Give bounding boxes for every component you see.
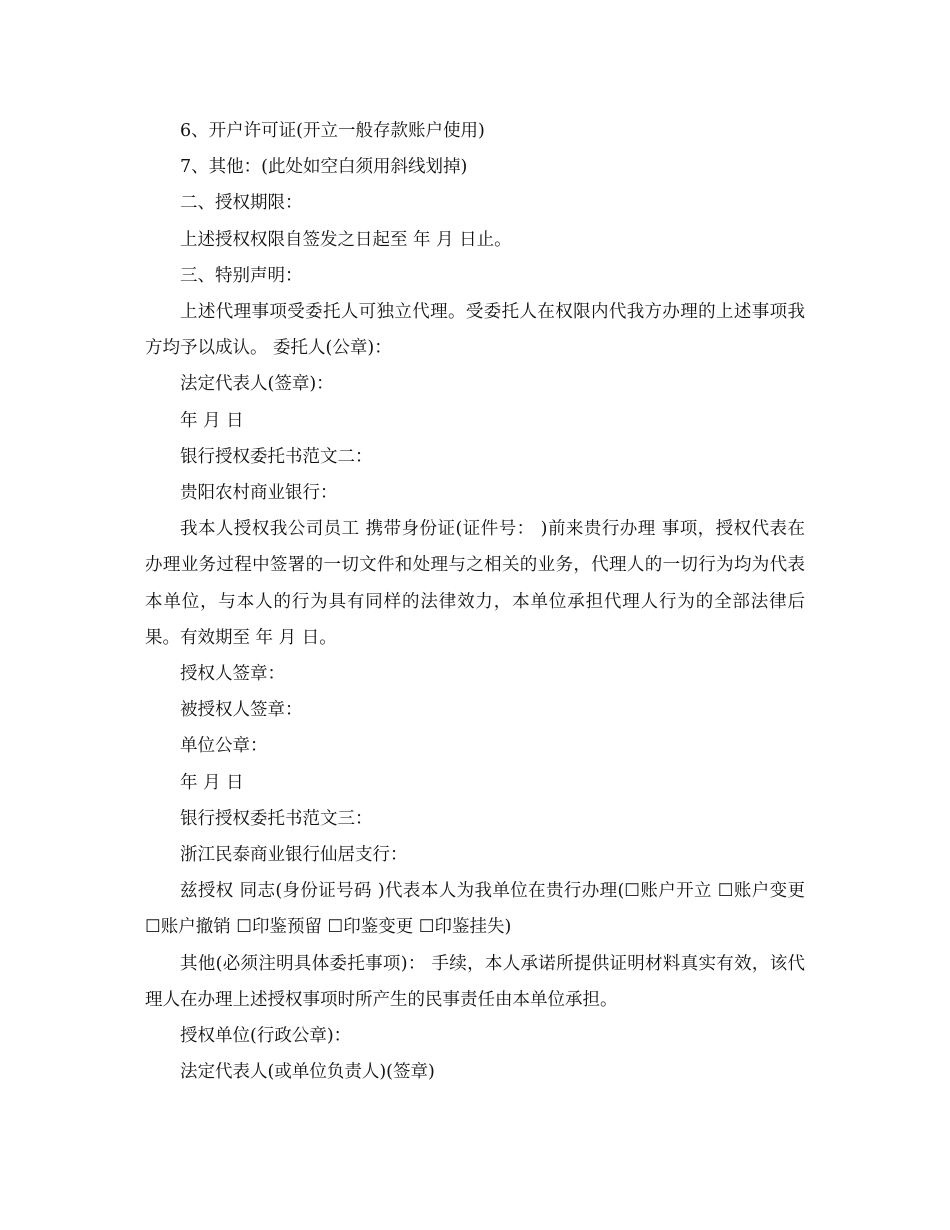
section-heading-authorization-period: 二、授权期限：	[180, 193, 303, 214]
document-body	[145, 113, 805, 1090]
company-seal: 单位公章：	[180, 736, 268, 757]
authorizer-signature: 授权人签章：	[180, 664, 285, 685]
paragraph-other-commitment: 其他(必须注明具体委托事项)： 手续，本人承诺所提供证明材料真实有效，该代理人在办理上述授权事项时所产生的民事责任由本单位承担。	[145, 953, 805, 1010]
paragraph-special-statement: 上述代理事项受委托人可独立代理。受委托人在权限内代我方办理的上述事项我方均予以成认。 委托人(公章)：	[145, 302, 805, 359]
paragraph-authorization-body: 我本人授权我公司员工 携带身份证(证件号： )前来贵行办理 事项，授权代表在办理业务过程中签署的一切文件和处理与之相关的业务，代理人的一切行为均为代表本单位，与本人的行为具有同样的法律效力，本单位承担代理人行为的全部法律后果。有效期至 年 月 日。	[145, 519, 805, 648]
section-heading-special-statement: 三、特别声明：	[180, 265, 303, 286]
date-line: 年 月 日	[180, 410, 244, 431]
addressee-guiyang-bank: 贵阳农村商业银行：	[180, 483, 338, 504]
legal-representative-signature: 法定代表人(签章)：	[180, 374, 334, 395]
sample-heading-three: 银行授权委托书范文三：	[180, 808, 373, 829]
paragraph-item-6-permit: 6、开户许可证(开立一般存款账户使用)	[180, 121, 485, 141]
legal-representative-signature: 法定代表人(或单位负责人)(签章)	[180, 1062, 435, 1083]
date-line: 年 月 日	[180, 772, 244, 793]
addressee-zhejiang-bank: 浙江民泰商业银行仙居支行：	[180, 845, 408, 866]
sample-heading-two: 银行授权委托书范文二：	[180, 446, 373, 467]
authorized-person-signature: 被授权人签章：	[180, 700, 303, 721]
paragraph-authorization-items: 兹授权 同志(身份证号码 )代表本人为我单位在贵行办理(☐账户开立 ☐账户变更 ☐账户撤销 ☐印鉴预留 ☐印鉴变更 ☐印鉴挂失)	[145, 881, 805, 938]
paragraph-item-7-other: 7、其他：(此处如空白须用斜线划掉)	[180, 157, 468, 178]
authorizing-unit-seal: 授权单位(行政公章)：	[180, 1026, 352, 1047]
paragraph-authorization-period: 上述授权权限自签发之日起至 年 月 日止。	[180, 229, 512, 250]
